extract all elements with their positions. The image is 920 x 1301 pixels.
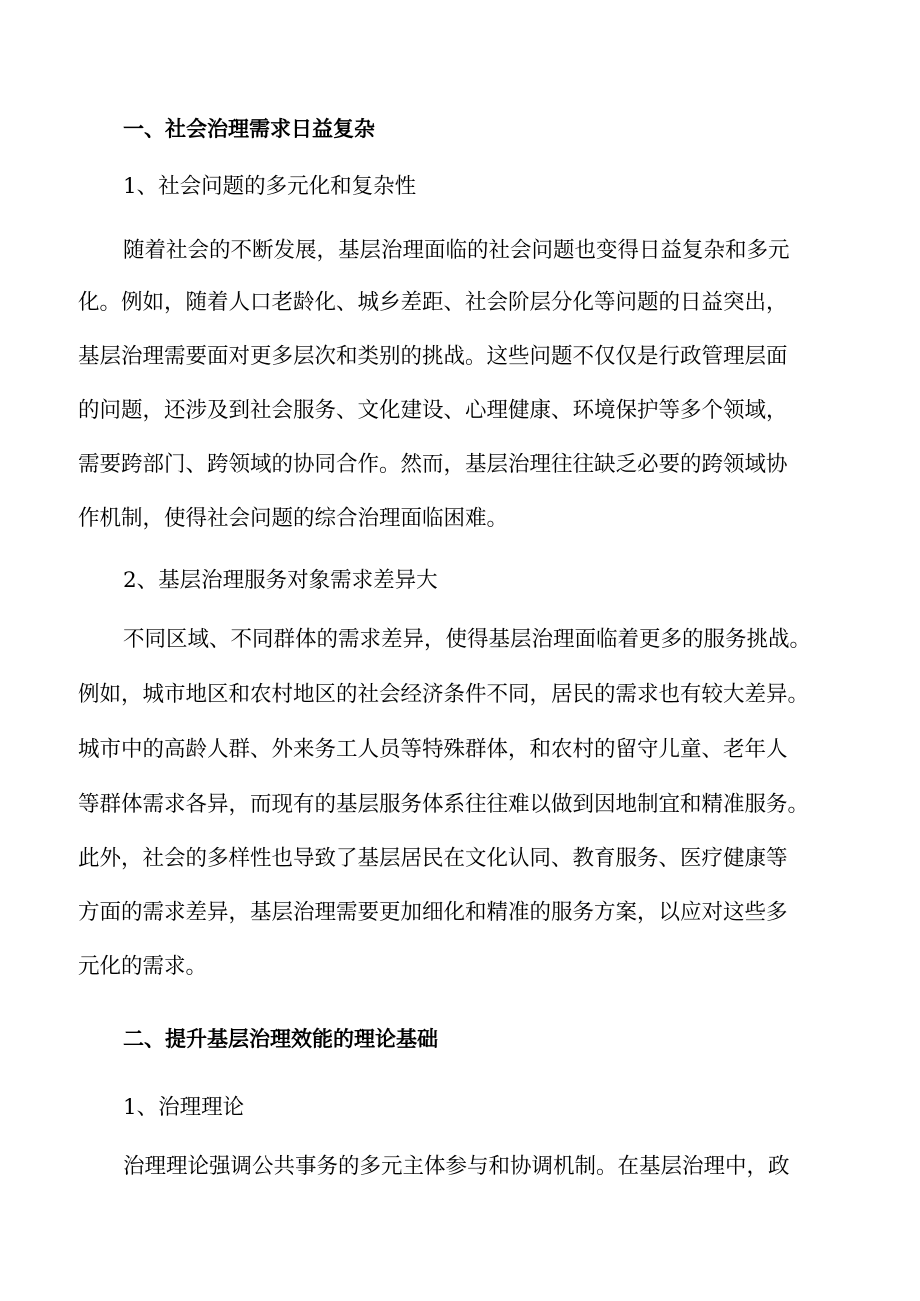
paragraph-line: 城市中的高龄人群、外来务工人员等特殊群体，和农村的留守儿童、老年人 [78,737,788,762]
section-heading: 一、社会治理需求日益复杂 [123,116,375,141]
subsection-heading: 1、社会问题的多元化和复杂性 [123,174,417,199]
paragraph-line: 治理理论强调公共事务的多元主体参与和协调机制。在基层治理中，政 [123,1154,790,1179]
subsection-heading: 2、基层治理服务对象需求差异大 [123,568,438,593]
paragraph-line: 基层治理需要面对更多层次和类别的挑战。这些问题不仅仅是行政管理层面 [78,344,788,369]
subsection-heading: 1、治理理论 [123,1095,245,1120]
paragraph-line: 方面的需求差异，基层治理需要更加细化和精准的服务方案，以应对这些多 [78,900,788,925]
paragraph-line: 化。例如，随着人口老龄化、城乡差距、社会阶层分化等问题的日益突出， [78,290,788,315]
section-heading: 二、提升基层治理效能的理论基础 [123,1026,438,1051]
paragraph-line: 等群体需求各异，而现有的基层服务体系往往难以做到因地制宜和精准服务。 [78,792,810,817]
paragraph-line: 此外，社会的多样性也导致了基层居民在文化认同、教育服务、医疗健康等 [78,846,788,871]
paragraph-line: 作机制，使得社会问题的综合治理面临困难。 [78,506,509,531]
paragraph-line: 不同区域、不同群体的需求差异，使得基层治理面临着更多的服务挑战。 [123,627,812,652]
paragraph-line: 例如，城市地区和农村地区的社会经济条件不同，居民的需求也有较大差异。 [78,682,810,707]
paragraph-line: 元化的需求。 [78,954,208,979]
paragraph-line: 的问题，还涉及到社会服务、文化建设、心理健康、环境保护等多个领域， [78,398,788,423]
paragraph-line: 随着社会的不断发展，基层治理面临的社会问题也变得日益复杂和多元 [123,238,790,263]
paragraph-line: 需要跨部门、跨领域的协同合作。然而，基层治理往往缺乏必要的跨领域协 [78,452,788,477]
